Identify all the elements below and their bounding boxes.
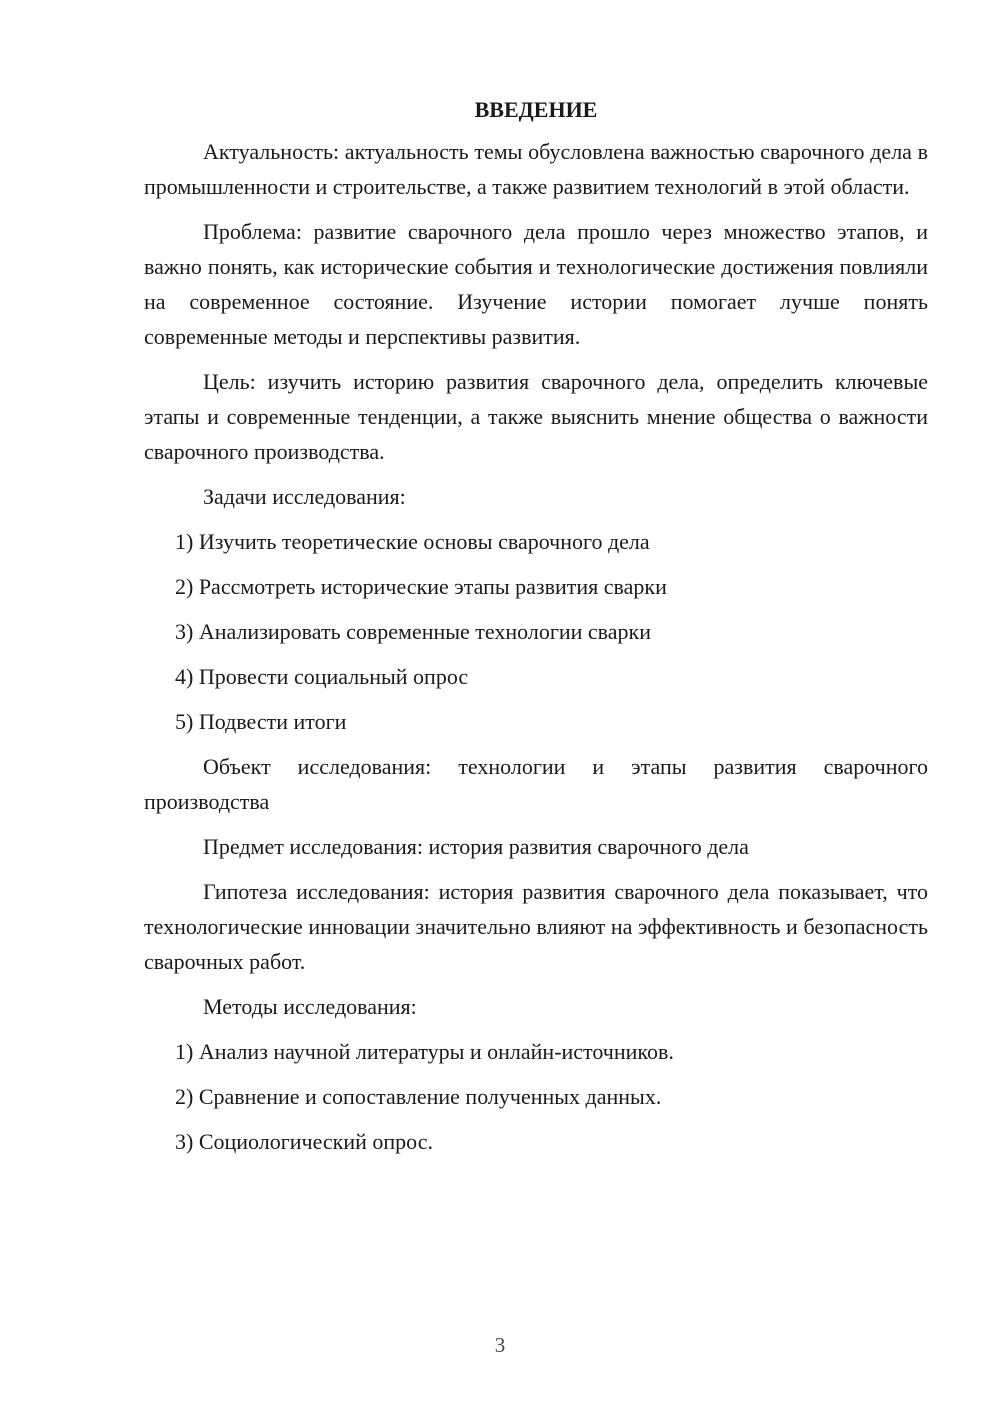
relevance-paragraph: Актуальность: актуальность темы обусловлена важностью сварочного дела в промышленности и строительстве, а также развитием технологий в этой области.	[144, 139, 928, 199]
task-item: 1) Изучить теоретические основы сварочного дела	[175, 529, 650, 554]
method-item: 2) Сравнение и сопоставление полученных данных.	[175, 1084, 662, 1109]
section-title: ВВЕДЕНИЕ	[474, 97, 598, 122]
task-item: 4) Провести социальный опрос	[175, 664, 469, 689]
object-paragraph: Объект исследования: технологии и этапы развития сварочного производства	[144, 754, 928, 814]
methods-heading: Методы исследования:	[203, 994, 417, 1019]
task-item: 2) Рассмотреть исторические этапы развития сварки	[175, 574, 667, 599]
task-item: 3) Анализировать современные технологии сварки	[175, 619, 652, 644]
tasks-heading: Задачи исследования:	[203, 484, 406, 509]
goal-paragraph: Цель: изучить историю развития сварочного дела, определить ключевые этапы и современные тенденции, а также выяснить мнение общества о важности сварочного производства.	[144, 369, 928, 464]
method-item: 3) Социологический опрос.	[175, 1129, 433, 1154]
hypothesis-paragraph: Гипотеза исследования: история развития сварочного дела показывает, что технологические инновации значительно влияют на эффективность и безопасность сварочных работ.	[144, 879, 928, 974]
problem-paragraph: Проблема: развитие сварочного дела прошло через множество этапов, и важно понять, как исторические события и технологические достижения повлияли на современное состояние. Изучение истории помогает лучше понять современные методы и перспективы развития.	[144, 219, 928, 349]
page-number: 3	[494, 1333, 506, 1357]
task-item: 5) Подвести итоги	[175, 709, 347, 734]
subject-paragraph: Предмет исследования: история развития сварочного дела	[203, 834, 749, 859]
document-page	[144, 92, 928, 1169]
method-item: 1) Анализ научной литературы и онлайн-источников.	[175, 1039, 674, 1064]
